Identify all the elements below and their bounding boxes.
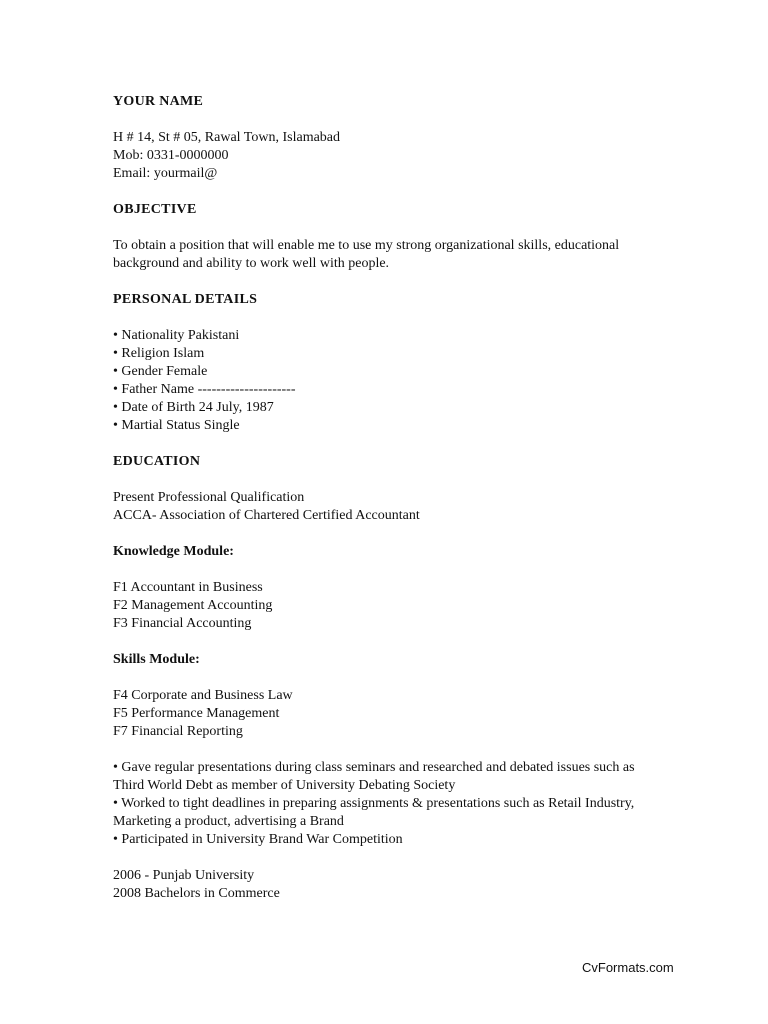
contact-block [113, 129, 713, 183]
resume-page [113, 93, 713, 903]
qualification-line: ACCA- Association of Chartered Certified Accountant [113, 508, 420, 523]
objective-heading: OBJECTIVE [113, 202, 197, 217]
activity-line: • Participated in University Brand War Competition [113, 832, 403, 847]
objective-text [113, 237, 713, 273]
personal-detail-item: • Religion Islam [113, 346, 205, 361]
skills-module-heading: Skills Module: [113, 652, 200, 667]
contact-email: Email: yourmail@ [113, 166, 218, 181]
objective-line: background and ability to work well with people. [113, 256, 390, 271]
module-item: F2 Management Accounting [113, 598, 273, 613]
activity-line: Third World Debt as member of University Debating Society [113, 778, 456, 793]
education-history [113, 867, 713, 903]
personal-detail-item: • Gender Female [113, 364, 208, 379]
personal-detail-item: • Nationality Pakistani [113, 328, 240, 343]
objective-line: To obtain a position that will enable me to use my strong organizational skills, educational [113, 238, 620, 253]
personal-details-heading: PERSONAL DETAILS [113, 292, 258, 307]
module-item: F7 Financial Reporting [113, 724, 243, 739]
personal-detail-item: • Martial Status Single [113, 418, 240, 433]
education-heading: EDUCATION [113, 454, 201, 469]
knowledge-module-list [113, 579, 713, 633]
personal-detail-item: • Father Name --------------------- [113, 382, 296, 397]
footer-watermark: CvFormats.com [582, 960, 674, 975]
qualification-block [113, 489, 713, 525]
activity-line: • Worked to tight deadlines in preparing assignments & presentations such as Retail Industry, [113, 796, 635, 811]
activity-line: • Gave regular presentations during class seminars and researched and debated issues such as [113, 760, 635, 775]
activity-line: Marketing a product, advertising a Brand [113, 814, 344, 829]
module-item: F3 Financial Accounting [113, 616, 252, 631]
contact-address: H # 14, St # 05, Rawal Town, Islamabad [113, 130, 341, 145]
contact-mobile: Mob: 0331-0000000 [113, 148, 229, 163]
module-item: F4 Corporate and Business Law [113, 688, 293, 703]
qualification-line: Present Professional Qualification [113, 490, 305, 505]
personal-details-list [113, 327, 713, 435]
knowledge-module-heading: Knowledge Module: [113, 544, 234, 559]
personal-detail-item: • Date of Birth 24 July, 1987 [113, 400, 274, 415]
activities-list [113, 759, 713, 849]
resume-name: YOUR NAME [113, 94, 204, 109]
history-line: 2006 - Punjab University [113, 868, 255, 883]
module-item: F1 Accountant in Business [113, 580, 263, 595]
skills-module-list [113, 687, 713, 741]
module-item: F5 Performance Management [113, 706, 280, 721]
history-line: 2008 Bachelors in Commerce [113, 886, 280, 901]
